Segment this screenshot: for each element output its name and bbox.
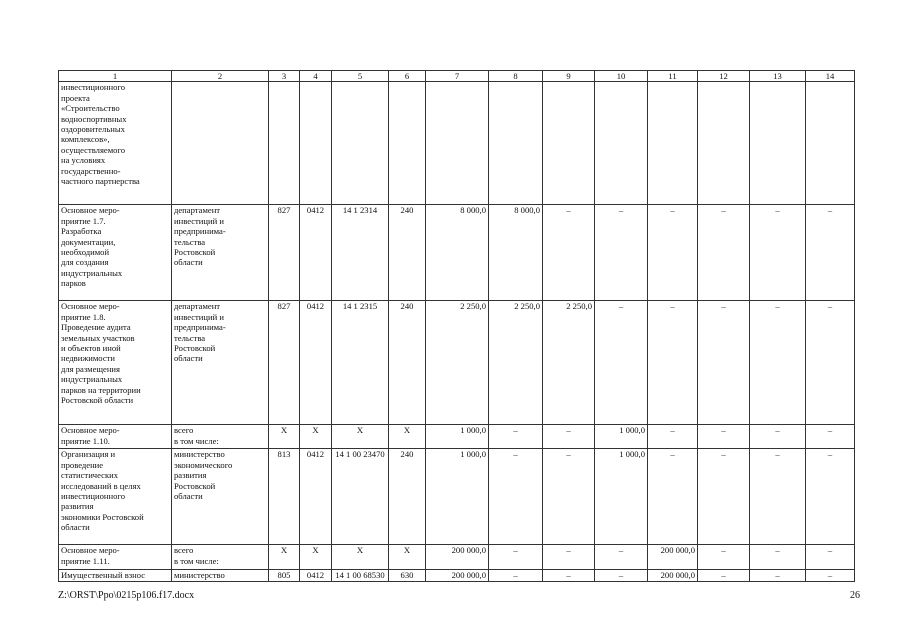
year-cell: – xyxy=(806,545,855,570)
csr-cell xyxy=(332,82,389,205)
year-cell xyxy=(806,82,855,205)
year-cell: – xyxy=(489,425,543,449)
year-cell xyxy=(648,82,698,205)
year-cell: – xyxy=(489,570,543,581)
file-path-footer: Z:\ORST\Ppo\0215p106.f17.docx xyxy=(58,590,195,601)
year-cell xyxy=(543,82,595,205)
event-name-cell: Основное меро- приятие 1.7. Разработка документации, необходимой для создания индустриальных парков xyxy=(59,205,172,301)
executor-cell: всего в том числе: xyxy=(172,545,269,570)
header-cell: 6 xyxy=(389,71,426,82)
total-cell: 2 250,0 xyxy=(426,301,489,425)
total-cell: 200 000,0 xyxy=(426,570,489,581)
table-row xyxy=(59,205,855,301)
vr-cell: Х xyxy=(389,545,426,570)
year-cell: – xyxy=(698,449,750,545)
table-row xyxy=(59,425,855,449)
header-cell: 8 xyxy=(489,71,543,82)
year-cell: 2 250,0 xyxy=(543,301,595,425)
year-cell: – xyxy=(543,205,595,301)
vr-cell xyxy=(389,82,426,205)
csr-cell: 14 1 00 23470 xyxy=(332,449,389,545)
csr-cell: 14 1 00 68530 xyxy=(332,570,389,581)
grbs-cell: Х xyxy=(269,545,300,570)
header-cell: 13 xyxy=(750,71,806,82)
year-cell: – xyxy=(543,425,595,449)
year-cell: – xyxy=(698,545,750,570)
year-cell: – xyxy=(698,425,750,449)
year-cell: 200 000,0 xyxy=(648,545,698,570)
header-cell: 12 xyxy=(698,71,750,82)
csr-cell: Х xyxy=(332,545,389,570)
event-name-cell: Основное меро- приятие 1.10. xyxy=(59,425,172,449)
table-row xyxy=(59,82,855,205)
total-cell: 8 000,0 xyxy=(426,205,489,301)
year-cell: 1 000,0 xyxy=(595,425,648,449)
year-cell: – xyxy=(489,449,543,545)
year-cell: – xyxy=(806,425,855,449)
year-cell: – xyxy=(806,449,855,545)
rzpr-cell: 0412 xyxy=(300,205,332,301)
year-cell: – xyxy=(595,301,648,425)
event-name-cell: Основное меро- приятие 1.11. xyxy=(59,545,172,570)
table-row xyxy=(59,545,855,570)
executor-cell: департамент инвестиций и предпринима- тельства Ростовской области xyxy=(172,301,269,425)
budget-table xyxy=(58,70,855,582)
vr-cell: 630 xyxy=(389,570,426,581)
rzpr-cell: Х xyxy=(300,425,332,449)
event-name-cell: Организация и проведение статистических исследований в целях инвестиционного развития экономики Ростовской области xyxy=(59,449,172,545)
executor-cell: министерство экономического развития Ростовской области xyxy=(172,449,269,545)
vr-cell: Х xyxy=(389,425,426,449)
year-cell: – xyxy=(648,449,698,545)
year-cell: 8 000,0 xyxy=(489,205,543,301)
year-cell: 1 000,0 xyxy=(595,449,648,545)
rzpr-cell: 0412 xyxy=(300,301,332,425)
year-cell: – xyxy=(750,545,806,570)
grbs-cell: Х xyxy=(269,425,300,449)
year-cell: – xyxy=(543,545,595,570)
year-cell: – xyxy=(698,570,750,581)
total-cell: 1 000,0 xyxy=(426,449,489,545)
total-cell: 200 000,0 xyxy=(426,545,489,570)
year-cell: – xyxy=(750,570,806,581)
executor-cell xyxy=(172,82,269,205)
header-cell: 1 xyxy=(59,71,172,82)
year-cell: – xyxy=(543,449,595,545)
vr-cell: 240 xyxy=(389,301,426,425)
year-cell: – xyxy=(750,205,806,301)
executor-cell: всего в том числе: xyxy=(172,425,269,449)
csr-cell: 14 1 2314 xyxy=(332,205,389,301)
rzpr-cell: Х xyxy=(300,545,332,570)
header-cell: 10 xyxy=(595,71,648,82)
table-header-row xyxy=(59,71,855,82)
header-cell: 9 xyxy=(543,71,595,82)
year-cell: – xyxy=(750,301,806,425)
vr-cell: 240 xyxy=(389,449,426,545)
table-row xyxy=(59,301,855,425)
year-cell: – xyxy=(648,205,698,301)
header-cell: 7 xyxy=(426,71,489,82)
year-cell xyxy=(750,82,806,205)
year-cell xyxy=(489,82,543,205)
year-cell: 2 250,0 xyxy=(489,301,543,425)
total-cell xyxy=(426,82,489,205)
year-cell: – xyxy=(648,301,698,425)
event-name-cell: Основное меро- приятие 1.8. Проведение аудита земельных участков и объектов иной недвижимости для размещения индустриальных парков на территории Ростовской области xyxy=(59,301,172,425)
grbs-cell xyxy=(269,82,300,205)
year-cell: – xyxy=(698,205,750,301)
header-cell: 5 xyxy=(332,71,389,82)
year-cell: – xyxy=(806,205,855,301)
grbs-cell: 805 xyxy=(269,570,300,581)
executor-cell: департамент инвестиций и предпринима- тельства Ростовской области xyxy=(172,205,269,301)
csr-cell: 14 1 2315 xyxy=(332,301,389,425)
year-cell: – xyxy=(648,425,698,449)
year-cell: – xyxy=(595,545,648,570)
header-cell: 14 xyxy=(806,71,855,82)
year-cell: – xyxy=(489,545,543,570)
year-cell: – xyxy=(806,570,855,581)
event-name-cell: инвестиционного проекта «Строительство водноспортивных оздоровительных комплексов», осуществляемого на условиях государственно- частного партнерства xyxy=(59,82,172,205)
year-cell: – xyxy=(543,570,595,581)
grbs-cell: 813 xyxy=(269,449,300,545)
rzpr-cell: 0412 xyxy=(300,449,332,545)
page-number: 26 xyxy=(850,590,860,601)
header-cell: 4 xyxy=(300,71,332,82)
header-cell: 3 xyxy=(269,71,300,82)
table-row xyxy=(59,449,855,545)
header-cell: 11 xyxy=(648,71,698,82)
table-row xyxy=(59,570,855,581)
year-cell: 200 000,0 xyxy=(648,570,698,581)
header-cell: 2 xyxy=(172,71,269,82)
year-cell: – xyxy=(806,301,855,425)
year-cell: – xyxy=(750,425,806,449)
rzpr-cell xyxy=(300,82,332,205)
year-cell xyxy=(595,82,648,205)
event-name-cell: Имущественный взнос xyxy=(59,570,172,581)
rzpr-cell: 0412 xyxy=(300,570,332,581)
year-cell: – xyxy=(750,449,806,545)
year-cell xyxy=(698,82,750,205)
executor-cell: министерство xyxy=(172,570,269,581)
grbs-cell: 827 xyxy=(269,205,300,301)
vr-cell: 240 xyxy=(389,205,426,301)
grbs-cell: 827 xyxy=(269,301,300,425)
year-cell: – xyxy=(595,570,648,581)
csr-cell: Х xyxy=(332,425,389,449)
total-cell: 1 000,0 xyxy=(426,425,489,449)
year-cell: – xyxy=(595,205,648,301)
year-cell: – xyxy=(698,301,750,425)
